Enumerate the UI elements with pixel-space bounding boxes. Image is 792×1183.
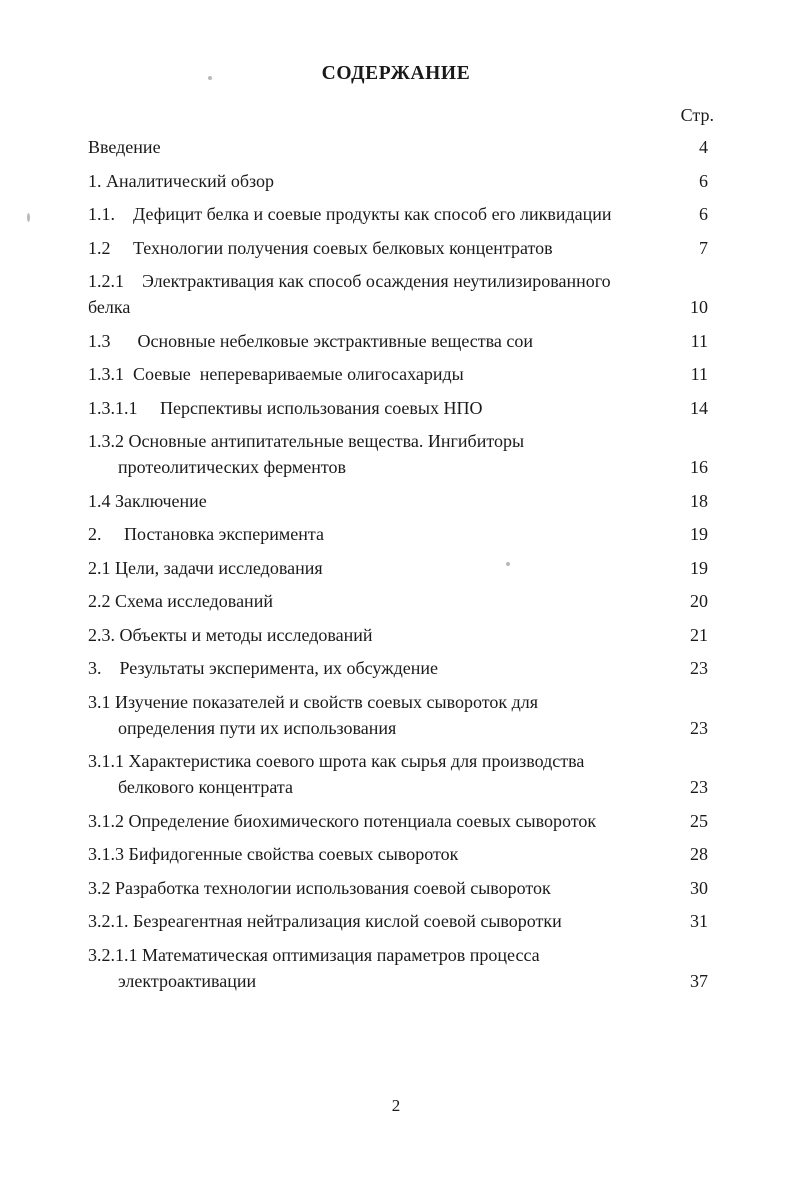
toc-entry-text-cont: белкового концентрата — [118, 777, 293, 797]
toc-entry-page: 10 — [690, 297, 708, 317]
toc-entry[interactable] — [88, 168, 708, 194]
toc-entry-page: 19 — [690, 524, 708, 544]
toc-entry[interactable] — [88, 235, 708, 261]
toc-entry[interactable] — [88, 521, 708, 547]
toc-entry-text: 2.1 Цели, задачи исследования — [88, 557, 323, 578]
toc-entry[interactable] — [88, 689, 708, 741]
toc-entry-text: 3.2.1. Безреагентная нейтрализация кислой соевой сыворотки — [88, 911, 562, 931]
scan-speck — [27, 213, 30, 222]
toc-entry-page: 19 — [690, 557, 708, 578]
toc-entry[interactable] — [88, 361, 708, 387]
toc-entry[interactable] — [88, 328, 708, 354]
toc-entry-text: 3.1.2 Определение биохимического потенциала соевых сывороток — [88, 810, 597, 831]
toc-entry-text-cont: белка — [88, 297, 131, 317]
toc-entry-text: 1.3.1 Соевые неперевариваемые олигосахариды — [88, 364, 464, 384]
toc-entry[interactable] — [88, 908, 708, 934]
toc-entry-page: 11 — [690, 330, 708, 351]
toc-entry[interactable] — [88, 488, 708, 514]
toc-entry-text: 2.3. Объекты и методы исследований — [88, 624, 373, 645]
toc-entry[interactable] — [88, 875, 708, 901]
toc-entry[interactable] — [88, 201, 708, 227]
toc-entry-text: 3.2.1.1 Математическая оптимизация параметров процесса — [88, 944, 540, 965]
toc-entry-text: 2.2 Схема исследований — [88, 591, 273, 611]
toc-entry-page: 18 — [690, 490, 708, 511]
footer-page-number: 2 — [391, 1096, 401, 1115]
toc-entry-page: 7 — [699, 237, 708, 258]
toc-entry-text: 1.3.1.1 Перспективы использования соевых НПО — [88, 397, 483, 418]
toc-entry[interactable] — [88, 748, 708, 800]
toc-entry[interactable] — [88, 655, 708, 681]
toc-entry[interactable] — [88, 942, 708, 994]
toc-entry-text: 1.2.1 Электрактивация как способ осаждения неутилизированного — [88, 271, 611, 291]
toc-entry-text: 1.3.2 Основные антипитательные вещества. Ингибиторы — [88, 431, 525, 451]
toc-entry[interactable] — [88, 555, 708, 581]
toc-entry-page: 20 — [690, 591, 708, 611]
toc-entry-page: 23 — [690, 717, 708, 738]
toc-entry-page: 16 — [690, 457, 708, 477]
toc-entry-page: 4 — [699, 137, 708, 157]
toc-entry-page: 6 — [699, 204, 708, 224]
toc-entry[interactable] — [88, 841, 708, 867]
toc-entry-text: 1.3 Основные небелковые экстрактивные вещества сои — [88, 330, 533, 351]
toc-entry-page: 30 — [690, 877, 708, 898]
toc-entry-page: 14 — [690, 397, 708, 418]
toc-entry-page: 11 — [690, 364, 708, 384]
toc-entry-page: 23 — [690, 658, 708, 678]
toc-entry-page: 25 — [690, 810, 708, 831]
toc-entry-text: 2. Постановка эксперимента — [88, 524, 324, 544]
toc-entry[interactable] — [88, 588, 708, 614]
toc-entry-text: 3. Результаты эксперимента, их обсуждение — [88, 658, 438, 678]
toc-entry[interactable] — [88, 428, 708, 480]
toc-entry-page: 31 — [690, 911, 708, 931]
toc-entry[interactable] — [88, 808, 708, 834]
toc-entry-text-cont: протеолитических ферментов — [118, 457, 347, 477]
table-of-contents — [88, 134, 708, 1001]
toc-entry-page: 28 — [690, 844, 708, 864]
toc-entry-page: 21 — [690, 624, 708, 645]
toc-entry-text: 1.2 Технологии получения соевых белковых концентратов — [88, 237, 553, 258]
toc-entry-text: 3.2 Разработка технологии использования соевой сывороток — [88, 877, 551, 898]
page-title: СОДЕРЖАНИЕ — [321, 63, 471, 84]
toc-entry-page: 37 — [690, 970, 708, 991]
toc-entry-page: 23 — [690, 777, 708, 797]
toc-entry[interactable] — [88, 268, 708, 320]
toc-entry-text: 3.1 Изучение показателей и свойств соевых сывороток для — [88, 691, 539, 712]
toc-entry-text-cont: определения пути их использования — [118, 717, 397, 738]
toc-entry-text: 1. Аналитический обзор — [88, 170, 275, 191]
toc-entry[interactable] — [88, 134, 708, 160]
toc-entry-page: 6 — [699, 170, 708, 191]
toc-entry-text: 1.4 Заключение — [88, 490, 207, 511]
toc-entry-text: 1.1. Дефицит белка и соевые продукты как способ его ликвидации — [88, 204, 612, 224]
toc-entry[interactable] — [88, 622, 708, 648]
toc-entry[interactable] — [88, 395, 708, 421]
toc-entry-text-cont: электроактивации — [118, 970, 257, 991]
toc-entry-text: Введение — [88, 137, 161, 157]
toc-entry-text: 3.1.3 Бифидогенные свойства соевых сывороток — [88, 844, 459, 864]
toc-entry-text: 3.1.1 Характеристика соевого шрота как сырья для производства — [88, 751, 585, 771]
page-column-label: Стр. — [680, 105, 714, 125]
